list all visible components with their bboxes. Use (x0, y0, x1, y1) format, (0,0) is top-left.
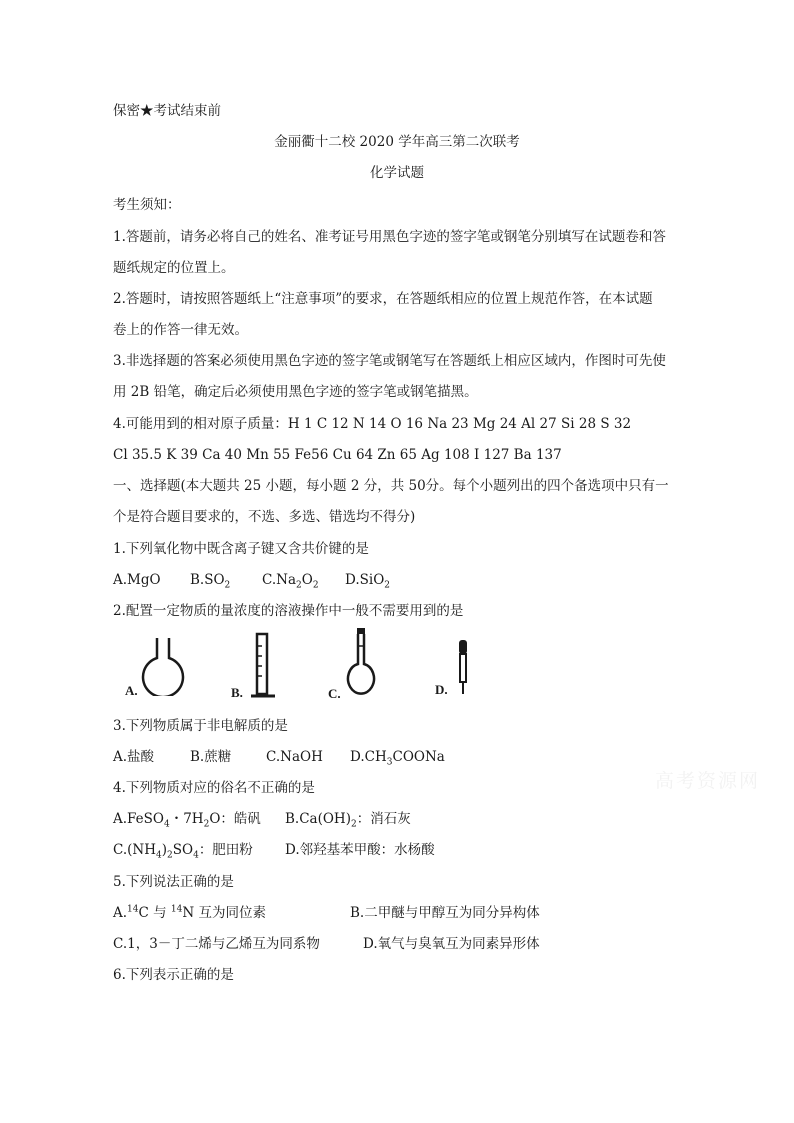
notice-item-1-line-1: 1.答题前，请务必将自己的姓名、准考证号用黑色字迹的签字笔或钢笔分别填写在试题卷和答 (113, 229, 666, 245)
question-1-stem: 1.下列氧化物中既含离子键又含共价键的是 (113, 541, 369, 557)
question-2-apparatus-figure (113, 628, 493, 703)
subject-title: 化学试题 (370, 165, 424, 181)
apparatus-label-a: A. (125, 683, 138, 698)
question-5-stem: 5.下列说法正确的是 (113, 874, 234, 890)
notice-item-2-line-1: 2.答题时，请按照答题纸上“注意事项”的要求，在答题纸相应的位置上规范作答，在本试题 (113, 291, 653, 307)
apparatus-label-d: D. (435, 682, 448, 697)
question-4-stem: 4.下列物质对应的俗名不正确的是 (113, 780, 315, 796)
question-3-option-b: B.蔗糖 (190, 749, 232, 765)
section-1-heading-line-1: 一、选择题(本大题共 25 小题，每小题 2 分，共 50分。每个小题列出的四个备选项中只有一 (113, 478, 669, 494)
dropper-icon (453, 638, 473, 698)
question-2-stem: 2.配置一定物质的量浓度的溶液操作中一般不需要用到的是 (113, 603, 464, 619)
question-3-option-c: C.NaOH (266, 749, 323, 765)
question-5-option-c: C.1，3－丁二烯与乙烯互为同系物 (113, 936, 320, 952)
question-3-option-a: A.盐酸 (113, 749, 155, 765)
section-1-heading-line-2: 个是符合题目要求的，不选、多选、错选均不得分) (113, 509, 416, 525)
apparatus-label-c: C. (328, 686, 341, 701)
question-1-option-a: A.MgO (113, 572, 161, 588)
question-4-option-c: $C.(NH_4)_2SO_4$：肥田粉 (113, 842, 253, 861)
notice-item-2-line-2: 卷上的作答一律无效。 (113, 322, 248, 338)
question-5-option-d: D.氧气与臭氧互为同素异形体 (363, 936, 540, 952)
notice-heading: 考生须知： (113, 197, 181, 213)
volumetric-flask-icon (341, 628, 381, 700)
question-4-option-d: D.邻羟基苯甲酸：水杨酸 (285, 842, 435, 858)
notice-item-4-line-1: 4.可能用到的相对原子质量：H 1 C 12 N 14 O 16 Na 23 Mg 24 Al 27 Si 28 S 32 (113, 416, 632, 432)
question-5-option-a: A.$^{14}$C 与 $^{14}$N 互为同位素 (113, 904, 266, 921)
notice-item-3-line-2: 用 2B 铅笔，确定后必须使用黑色字迹的签字笔或钢笔描黑。 (113, 384, 478, 400)
notice-item-4-line-2: Cl 35.5 K 39 Ca 40 Mn 55 Fe56 Cu 64 Zn 65 Ag 108 I 127 Ba 137 (113, 447, 562, 463)
notice-item-1-line-2: 题纸规定的位置上。 (113, 260, 235, 276)
question-1-option-b: $B.SO_2$ (190, 572, 231, 591)
question-1-option-c: $C.Na_2O_2$ (262, 572, 319, 591)
graduated-cylinder-icon (248, 632, 278, 700)
question-1-option-d: D.SiO$_2$ (345, 572, 391, 591)
question-5-option-b: B.二甲醚与甲醇互为同分异构体 (350, 905, 540, 921)
question-6-stem: 6.下列表示正确的是 (113, 967, 234, 983)
round-bottom-flask-icon (133, 636, 193, 696)
apparatus-label-b: B. (231, 685, 243, 700)
question-4-option-b: $B.Ca(OH)_2$：消石灰 (285, 811, 411, 830)
question-3-option-d: $D.CH_3COONa$ (350, 749, 445, 768)
question-3-stem: 3.下列物质属于非电解质的是 (113, 718, 288, 734)
question-4-option-a: A.FeSO$_4$・$7H_2O$：皓矾 (113, 811, 261, 830)
confidential-mark: 保密★考试结束前 (113, 103, 221, 119)
notice-item-3-line-1: 3.非选择题的答案必须使用黑色字迹的签字笔或钢笔写在答题纸上相应区域内，作图时可先使 (113, 353, 666, 369)
watermark: 高考资源网 (655, 770, 761, 792)
exam-title: 金丽衢十二校 2020 学年高三第二次联考 (274, 134, 520, 150)
